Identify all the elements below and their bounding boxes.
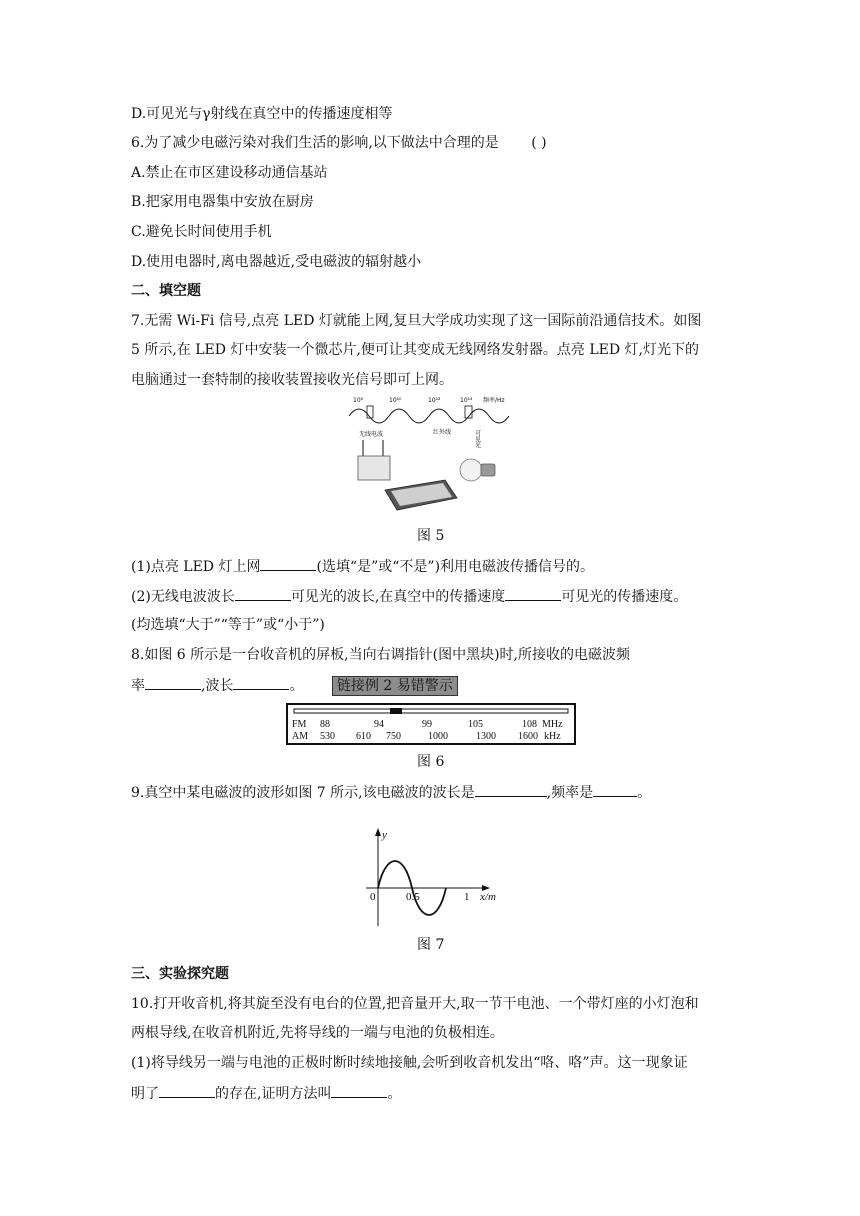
fm-value: 88 <box>320 719 330 730</box>
am-unit: kHz <box>544 731 561 742</box>
question-text: (1)点亮 LED 灯上网 <box>131 559 261 575</box>
question-6-text: 6.为了减少电磁污染对我们生活的影响,以下做法中合理的是 <box>131 135 499 151</box>
answer-blank[interactable] <box>145 675 201 690</box>
question-text: 可见光的波长,在真空中的传播速度 <box>290 589 506 605</box>
option-6c: C.避免长时间使用手机 <box>131 224 272 240</box>
option-6a: A.禁止在市区建设移动通信基站 <box>131 165 328 181</box>
question-7-line-1: 7.无需 Wi-Fi 信号,点亮 LED 灯就能上网,复旦大学成功实现了这一国际前沿通信技术。如图 <box>131 313 702 329</box>
answer-blank[interactable] <box>331 1083 387 1098</box>
question-text: 。 <box>637 785 652 801</box>
answer-paren: ( ) <box>531 135 547 151</box>
question-10-line-1: 10.打开收音机,将其旋至没有电台的位置,把音量开大,取一节干电池、一个带灯座的小灯泡和 <box>131 996 699 1012</box>
question-10-line-2: 两根导线,在收音机附近,先将导线的一端与电池的负极相连。 <box>131 1025 504 1041</box>
question-text: 的存在,证明方法叫 <box>215 1086 332 1102</box>
fm-label: FM <box>292 719 307 730</box>
link-tag[interactable]: 链接例 2 易错警示 <box>332 676 458 696</box>
am-value: 610 <box>356 731 371 742</box>
tick-label: 10¹² <box>428 397 441 404</box>
origin-label: 0 <box>370 891 376 903</box>
question-7-line-3: 电脑通过一套特制的接收装置接收光信号即可上网。 <box>131 372 453 388</box>
tablet-icon <box>385 480 457 510</box>
fm-value: 94 <box>374 719 384 730</box>
tick-label-half: 0.5 <box>406 891 420 903</box>
question-7-part-1 <box>131 556 594 577</box>
visible-light-label: 可见光 <box>473 430 481 448</box>
freq-label: 频率/Hz <box>483 397 505 404</box>
fm-unit: MHz <box>542 719 563 730</box>
option-5d: D.可见光与γ射线在真空中的传播速度相等 <box>131 106 393 122</box>
question-9 <box>131 782 651 803</box>
option-6d: D.使用电器时,离电器越近,受电磁波的辐射越小 <box>131 254 422 270</box>
question-8-line-2 <box>131 675 458 696</box>
answer-blank[interactable] <box>475 782 547 797</box>
section-heading-experiment: 三、实验探究题 <box>131 966 229 982</box>
tick-label: 10⁸ <box>353 397 364 404</box>
am-value: 1600 <box>518 731 538 742</box>
figure-5-caption: 图 5 <box>417 528 445 544</box>
answer-blank[interactable] <box>233 675 289 690</box>
question-8-line-1: 8.如图 6 所示是一台收音机的屏板,当向右调指针(图中黑块)时,所接收的电磁波频 <box>131 647 630 663</box>
question-text: 率 <box>131 678 145 694</box>
question-6 <box>131 133 547 153</box>
option-6b: B.把家用电器集中安放在厨房 <box>131 194 314 210</box>
answer-blank[interactable] <box>159 1083 215 1098</box>
fm-value: 99 <box>422 719 432 730</box>
figure-6-radio-dial <box>286 703 576 745</box>
fm-value: 105 <box>468 719 483 730</box>
am-label: AM <box>292 731 309 742</box>
question-10-line-4 <box>131 1083 401 1104</box>
tick-label-one: 1 <box>464 891 470 903</box>
question-7-note: (均选填“大于”“等于”或“小于”) <box>131 617 325 633</box>
am-value: 530 <box>320 731 335 742</box>
y-axis-label: y <box>382 829 387 841</box>
marker-box <box>367 406 373 418</box>
question-7-part-2 <box>131 586 687 607</box>
tick-label: 10¹⁰ <box>389 397 402 404</box>
answer-blank[interactable] <box>235 586 291 601</box>
router-icon <box>358 440 390 480</box>
question-text: (2)无线电波波长 <box>131 589 235 605</box>
question-text: 可见光的传播速度。 <box>561 589 688 605</box>
tick-label: 10¹⁴ <box>460 397 473 404</box>
question-text: 明了 <box>131 1086 159 1102</box>
am-value: 1000 <box>428 731 448 742</box>
question-text: ,波长 <box>201 678 234 694</box>
led-bulb-icon <box>460 459 495 481</box>
question-7-line-2: 5 所示,在 LED 灯中安装一个微芯片,便可让其变成无线网络发射器。点亮 LED 灯,灯光下的 <box>131 342 699 358</box>
tuning-pointer[interactable] <box>390 708 402 714</box>
question-text: 9.真空中某电磁波的波形如图 7 所示,该电磁波的波长是 <box>131 785 475 801</box>
infrared-label: 红外线 <box>433 429 452 436</box>
fm-value: 108 <box>522 719 537 730</box>
am-value: 750 <box>386 731 401 742</box>
am-value: 1300 <box>476 731 496 742</box>
answer-blank[interactable] <box>593 782 637 797</box>
question-text: 。 <box>289 678 304 694</box>
answer-blank[interactable] <box>260 556 316 571</box>
figure-5-spectrum <box>345 392 520 514</box>
question-text: (选填“是”或“不是”)利用电磁波传播信号的。 <box>316 559 595 575</box>
question-10-line-3: (1)将导线另一端与电池的正极时断时续地接触,会听到收音机发出“咯、咯”声。这一现象证 <box>131 1055 688 1071</box>
radio-wave-label: 无线电波 <box>359 431 384 438</box>
y-arrow-icon <box>375 828 381 836</box>
question-text: ,频率是 <box>546 785 594 801</box>
figure-6-caption: 图 6 <box>417 754 445 770</box>
section-heading-fill: 二、填空题 <box>131 283 201 299</box>
figure-7-caption: 图 7 <box>417 937 445 953</box>
x-axis-label: x/m <box>480 891 496 903</box>
answer-blank[interactable] <box>505 586 561 601</box>
question-text: 。 <box>387 1086 402 1102</box>
figure-7-waveform <box>360 826 510 928</box>
